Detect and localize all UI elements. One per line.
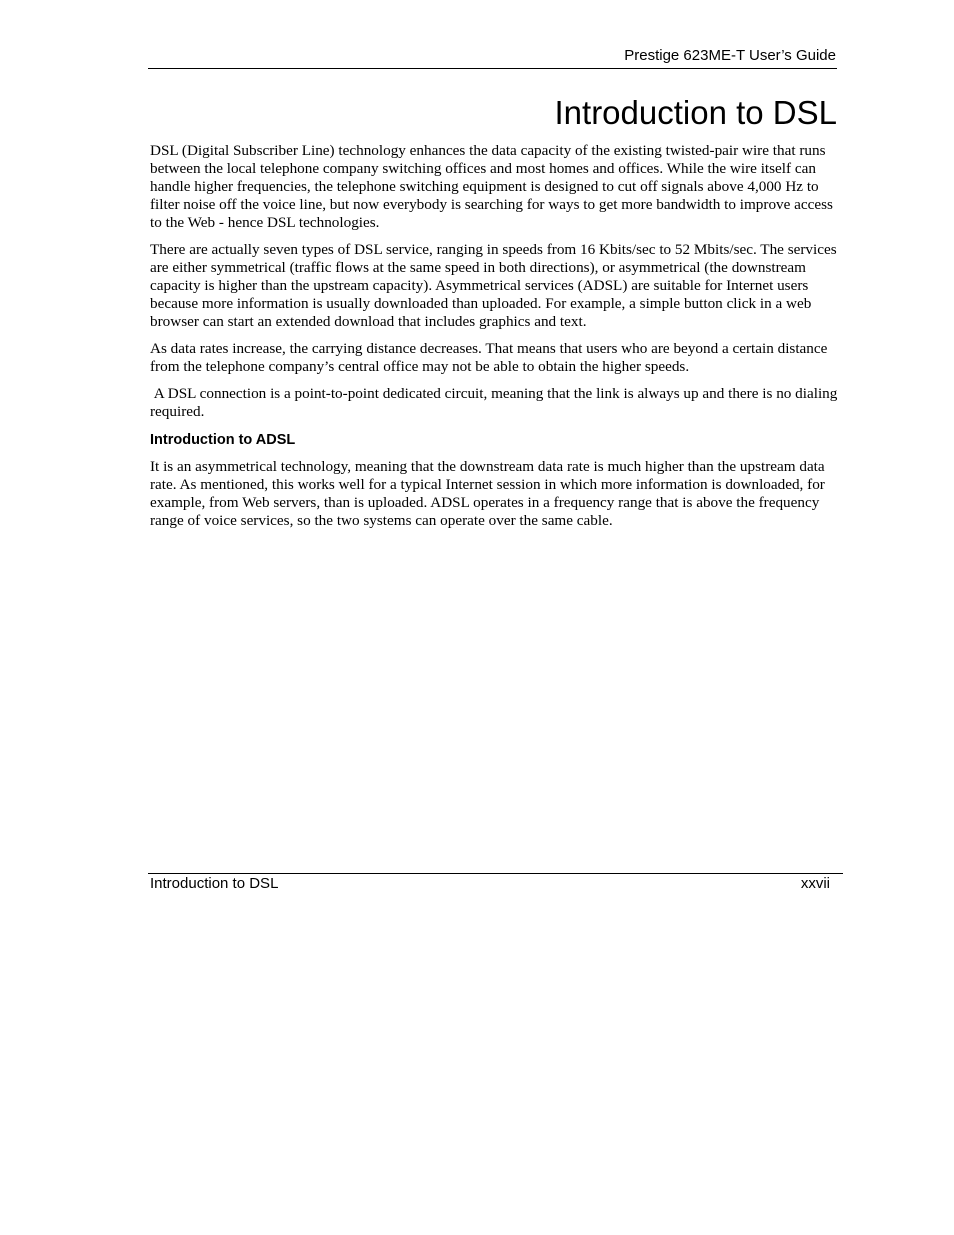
footer-chapter-name: Introduction to DSL — [150, 875, 279, 892]
header-rule — [148, 68, 837, 69]
paragraph-dsl-overview: DSL (Digital Subscriber Line) technology enhances the data capacity of the existing twisted-pair wire that runs between the local telephone company switching offices and most homes and offices. While the wire itself can handle higher frequencies, the telephone switching equipment is designed to cut off signals above 4,000 Hz to filter noise off the voice line, but now everybody is searching for ways to get more bandwidth to improve access to the Web - hence DSL technologies. — [150, 142, 833, 231]
section-heading-adsl: Introduction to ADSL — [150, 432, 296, 448]
footer-rule — [148, 873, 843, 874]
paragraph-dsl-connection: A DSL connection is a point-to-point dedicated circuit, meaning that the link is always up and there is no dialing required. — [150, 385, 842, 420]
chapter-title: Introduction to DSL — [554, 94, 837, 131]
paragraph-dsl-types: There are actually seven types of DSL service, ranging in speeds from 16 Kbits/sec to 52 Mbits/sec. The services are either symmetrical (traffic flows at the same speed in both directions), or asymmetrical (the downstream capacity is higher than the upstream capacity). Asymmetrical services (ADSL) are suitable for Internet users because more information is usually downloaded than uploaded. For example, a simple button click in a web browser can start an extended download that includes graphics and text. — [150, 241, 837, 330]
running-header: Prestige 623ME-T User’s Guide — [624, 47, 836, 64]
paragraph-data-rates: As data rates increase, the carrying distance decreases. That means that users who are beyond a certain distance from the telephone company’s central office may not be able to obtain the higher speeds. — [150, 340, 828, 375]
page-content — [150, 142, 842, 539]
paragraph-adsl: It is an asymmetrical technology, meaning that the downstream data rate is much higher than the upstream data rate. As mentioned, this works well for a typical Internet session in which more information is downloaded, for example, from Web servers, than is uploaded. ADSL operates in a frequency range that is above the frequency range of voice services, so the two systems can operate over the same cable. — [150, 458, 825, 529]
footer-page-number: xxvii — [800, 875, 830, 892]
